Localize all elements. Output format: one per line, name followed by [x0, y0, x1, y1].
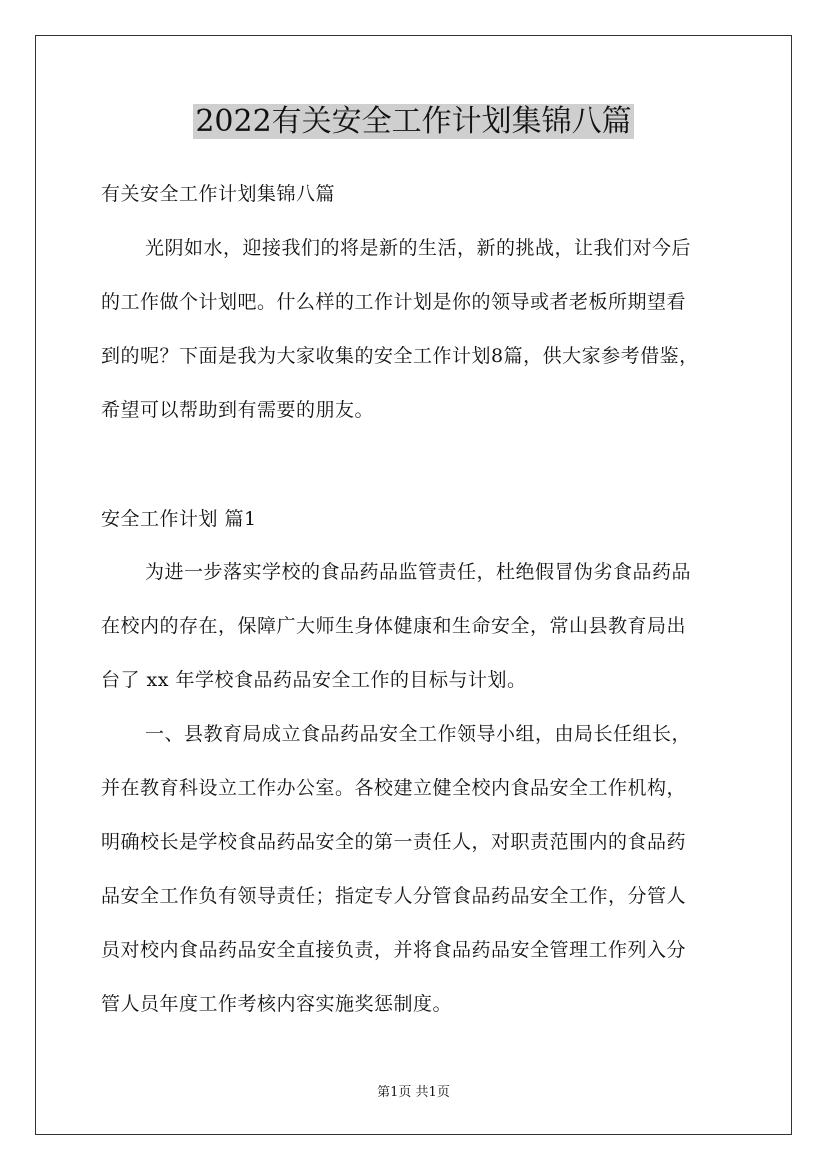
paragraph-line: 台了 xx 年学校食品药品安全工作的目标与计划。 — [101, 669, 527, 691]
paragraph-line: 品安全工作负有领导责任；指定专人分管食品药品安全工作，分管人 — [101, 885, 687, 907]
section-heading: 安全工作计划 篇1 — [101, 508, 257, 530]
paragraph-line: 为进一步落实学校的食品药品监管责任，杜绝假冒伪劣食品药品 — [145, 561, 692, 583]
intro-line: 到的呢？下面是我为大家收集的安全工作计划8篇，供大家参考借鉴， — [101, 345, 699, 367]
document-subtitle: 有关安全工作计划集锦八篇 — [101, 183, 336, 205]
page-number-footer: 第1页 共1页 — [377, 1085, 450, 1100]
intro-line: 的工作做个计划吧。什么样的工作计划是你的领导或者老板所期望看 — [101, 291, 687, 313]
paragraph-line: 并在教育科设立工作办公室。各校建立健全校内食品安全工作机构， — [101, 777, 687, 799]
document-title: 2022有关安全工作计划集锦八篇 — [195, 104, 632, 139]
paragraph-line: 明确校长是学校食品药品安全的第一责任人，对职责范围内的食品药 — [101, 831, 687, 853]
paragraph-line: 管人员年度工作考核内容实施奖惩制度。 — [101, 993, 453, 1015]
intro-line: 光阴如水，迎接我们的将是新的生活，新的挑战，让我们对今后 — [145, 237, 692, 259]
paragraph-line: 一、县教育局成立食品药品安全工作领导小组，由局长任组长， — [145, 723, 692, 745]
paragraph-line: 员对校内食品药品安全直接负责，并将食品药品安全管理工作列入分 — [101, 939, 687, 961]
intro-line: 希望可以帮助到有需要的朋友。 — [101, 399, 375, 421]
paragraph-line: 在校内的存在，保障广大师生身体健康和生命安全，常山县教育局出 — [101, 615, 687, 637]
